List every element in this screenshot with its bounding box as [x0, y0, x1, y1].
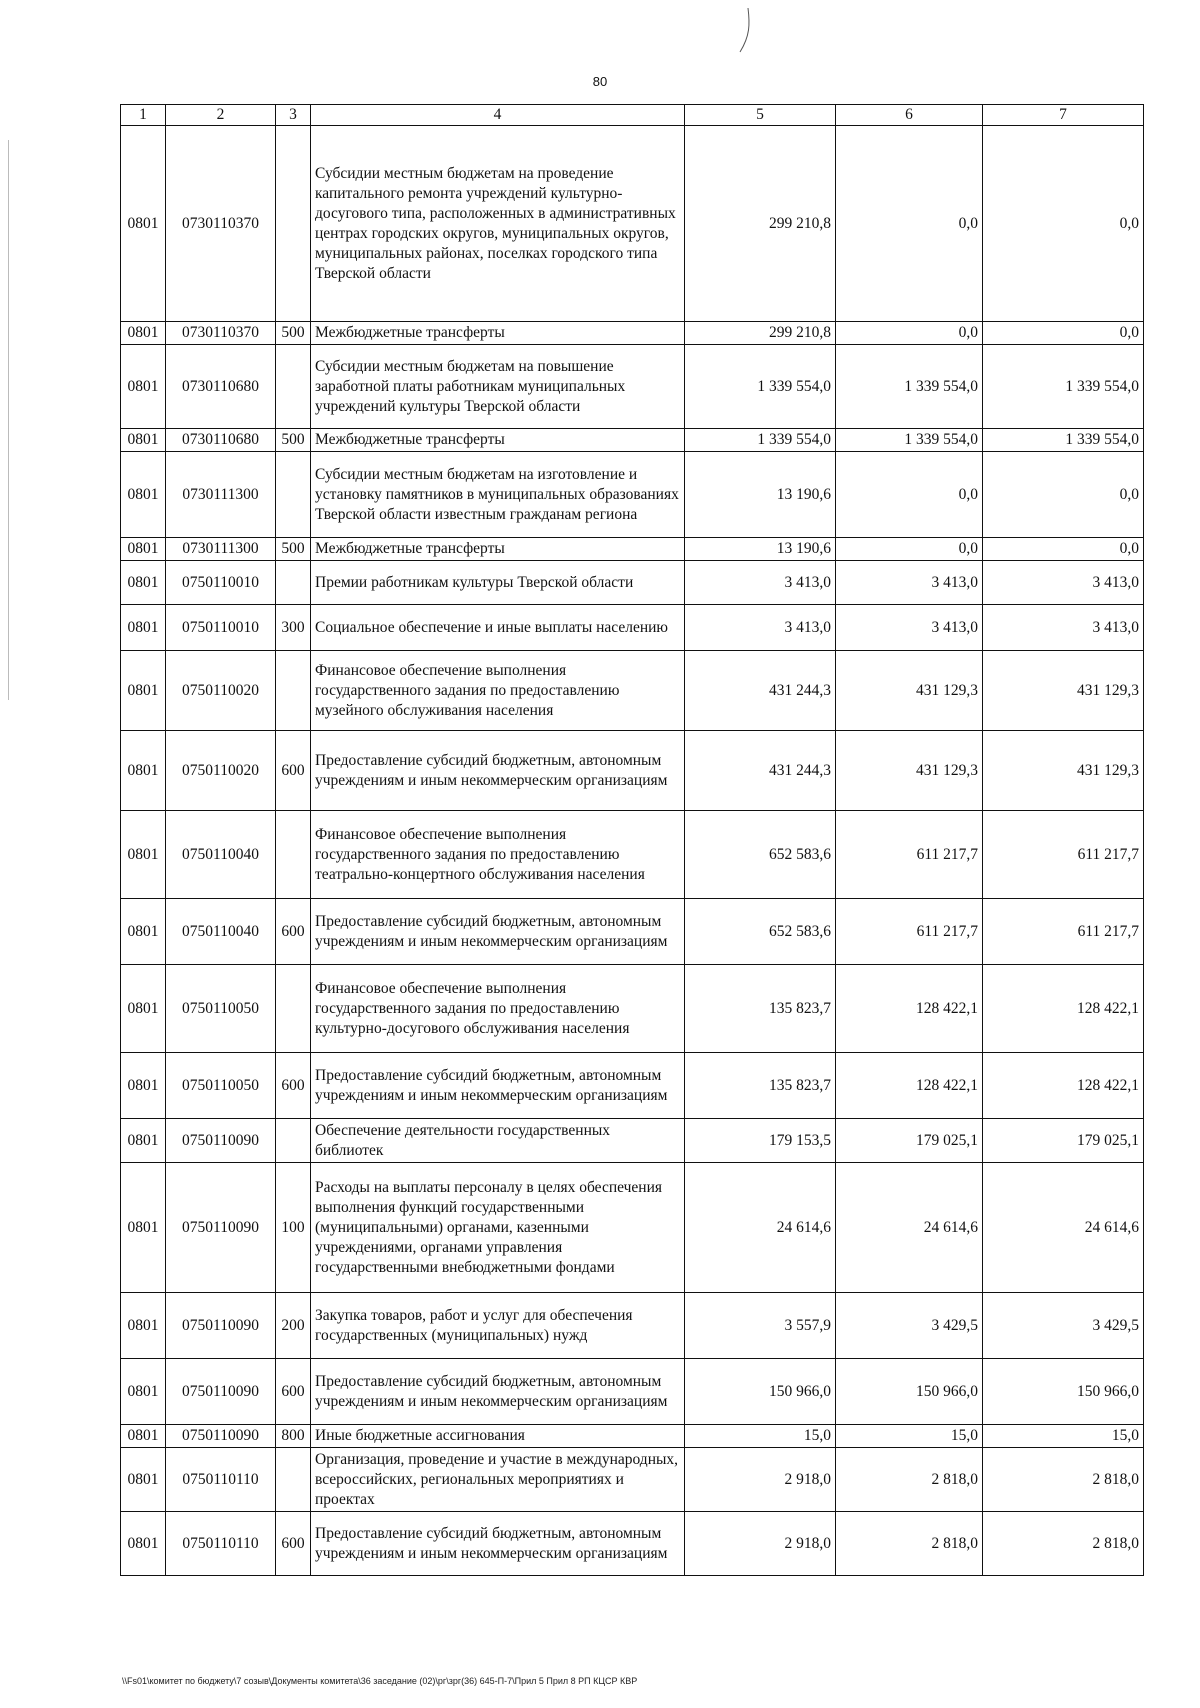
target-article-code-cell: 0750110090	[166, 1359, 276, 1425]
item-name-cell: Предоставление субсидий бюджетным, автономным учреждениям и иным некоммерческим организациям	[311, 731, 685, 811]
amount-year2-cell: 15,0	[836, 1425, 983, 1448]
section-code-cell: 0801	[121, 1293, 166, 1359]
amount-year2-cell: 2 818,0	[836, 1512, 983, 1576]
expense-type-cell: 500	[276, 429, 311, 452]
item-name-cell: Предоставление субсидий бюджетным, автономным учреждениям и иным некоммерческим организациям	[311, 899, 685, 965]
scan-artifact-mark	[736, 6, 756, 56]
section-code-cell: 0801	[121, 1512, 166, 1576]
table-row	[121, 345, 1144, 429]
amount-year3-cell: 1 339 554,0	[983, 345, 1144, 429]
table-row	[121, 1359, 1144, 1425]
target-article-code-cell: 0750110050	[166, 965, 276, 1053]
target-article-code-cell: 0750110010	[166, 561, 276, 605]
table-row	[121, 1448, 1144, 1512]
target-article-code-cell: 0730111300	[166, 452, 276, 538]
amount-year2-cell: 3 413,0	[836, 605, 983, 651]
table-row	[121, 811, 1144, 899]
page-number: 80	[592, 74, 608, 89]
amount-year2-cell: 128 422,1	[836, 1053, 983, 1119]
amount-year1-cell: 24 614,6	[685, 1163, 836, 1293]
amount-year1-cell: 3 413,0	[685, 561, 836, 605]
target-article-code-cell: 0750110110	[166, 1448, 276, 1512]
amount-year2-cell: 128 422,1	[836, 965, 983, 1053]
target-article-code-cell: 0750110090	[166, 1293, 276, 1359]
column-header: 7	[983, 105, 1144, 126]
section-code-cell: 0801	[121, 452, 166, 538]
expense-type-cell	[276, 126, 311, 322]
amount-year3-cell: 1 339 554,0	[983, 429, 1144, 452]
section-code-cell: 0801	[121, 1425, 166, 1448]
item-name-cell: Межбюджетные трансферты	[311, 429, 685, 452]
expense-type-cell	[276, 452, 311, 538]
item-name-cell: Финансовое обеспечение выполнения государственного задания по предоставлению театрально-концертного обслуживания населения	[311, 811, 685, 899]
item-name-cell: Финансовое обеспечение выполнения государственного задания по предоставлению культурно-досугового обслуживания населения	[311, 965, 685, 1053]
table-row	[121, 126, 1144, 322]
table-row	[121, 538, 1144, 561]
amount-year1-cell: 13 190,6	[685, 538, 836, 561]
item-name-cell: Субсидии местным бюджетам на повышение заработной платы работникам муниципальных учреждений культуры Тверской области	[311, 345, 685, 429]
item-name-cell: Расходы на выплаты персоналу в целях обеспечения выполнения функций государственными (муниципальными) органами, казенными учреждениями, органами управления государственными внебюджетными фондами	[311, 1163, 685, 1293]
table-row	[121, 452, 1144, 538]
target-article-code-cell: 0750110040	[166, 899, 276, 965]
scan-margin-line	[8, 140, 9, 700]
amount-year1-cell: 150 966,0	[685, 1359, 836, 1425]
item-name-cell: Иные бюджетные ассигнования	[311, 1425, 685, 1448]
column-header: 2	[166, 105, 276, 126]
table-row	[121, 651, 1144, 731]
section-code-cell: 0801	[121, 811, 166, 899]
table-row	[121, 1053, 1144, 1119]
expense-type-cell	[276, 1448, 311, 1512]
section-code-cell: 0801	[121, 965, 166, 1053]
amount-year3-cell: 150 966,0	[983, 1359, 1144, 1425]
amount-year1-cell: 299 210,8	[685, 322, 836, 345]
amount-year1-cell: 2 918,0	[685, 1512, 836, 1576]
table-body	[121, 126, 1144, 1576]
amount-year1-cell: 15,0	[685, 1425, 836, 1448]
target-article-code-cell: 0750110090	[166, 1163, 276, 1293]
amount-year1-cell: 13 190,6	[685, 452, 836, 538]
amount-year1-cell: 1 339 554,0	[685, 345, 836, 429]
target-article-code-cell: 0750110090	[166, 1425, 276, 1448]
amount-year2-cell: 0,0	[836, 126, 983, 322]
amount-year2-cell: 0,0	[836, 538, 983, 561]
amount-year2-cell: 179 025,1	[836, 1119, 983, 1163]
item-name-cell: Межбюджетные трансферты	[311, 538, 685, 561]
target-article-code-cell: 0750110110	[166, 1512, 276, 1576]
amount-year3-cell: 431 129,3	[983, 731, 1144, 811]
item-name-cell: Предоставление субсидий бюджетным, автономным учреждениям и иным некоммерческим организациям	[311, 1512, 685, 1576]
expense-type-cell: 500	[276, 322, 311, 345]
table-row	[121, 899, 1144, 965]
amount-year1-cell: 2 918,0	[685, 1448, 836, 1512]
expense-type-cell: 600	[276, 899, 311, 965]
target-article-code-cell: 0730111300	[166, 538, 276, 561]
amount-year2-cell: 611 217,7	[836, 811, 983, 899]
section-code-cell: 0801	[121, 345, 166, 429]
table-row	[121, 965, 1144, 1053]
section-code-cell: 0801	[121, 322, 166, 345]
amount-year3-cell: 2 818,0	[983, 1448, 1144, 1512]
expense-type-cell: 800	[276, 1425, 311, 1448]
item-name-cell: Финансовое обеспечение выполнения государственного задания по предоставлению музейного обслуживания населения	[311, 651, 685, 731]
amount-year1-cell: 1 339 554,0	[685, 429, 836, 452]
amount-year1-cell: 652 583,6	[685, 899, 836, 965]
column-header: 3	[276, 105, 311, 126]
section-code-cell: 0801	[121, 1053, 166, 1119]
column-header: 5	[685, 105, 836, 126]
table-row	[121, 1163, 1144, 1293]
expense-type-cell: 600	[276, 1359, 311, 1425]
table-row	[121, 731, 1144, 811]
section-code-cell: 0801	[121, 1119, 166, 1163]
target-article-code-cell: 0730110680	[166, 345, 276, 429]
footer-file-path: \\Fs01\комитет по бюджету\7 созыв\Документы комитета\36 заседание (02)\рг\зрг(36) 645-П-7\Прил 5 Прил 8 РП КЦСР КВР	[122, 1676, 638, 1686]
item-name-cell: Предоставление субсидий бюджетным, автономным учреждениям и иным некоммерческим организациям	[311, 1053, 685, 1119]
section-code-cell: 0801	[121, 538, 166, 561]
table-row	[121, 322, 1144, 345]
expense-type-cell	[276, 561, 311, 605]
amount-year3-cell: 611 217,7	[983, 811, 1144, 899]
target-article-code-cell: 0730110680	[166, 429, 276, 452]
amount-year2-cell: 0,0	[836, 322, 983, 345]
amount-year2-cell: 431 129,3	[836, 651, 983, 731]
amount-year3-cell: 0,0	[983, 322, 1144, 345]
amount-year3-cell: 0,0	[983, 452, 1144, 538]
amount-year3-cell: 0,0	[983, 538, 1144, 561]
expense-type-cell: 100	[276, 1163, 311, 1293]
expense-type-cell: 600	[276, 731, 311, 811]
amount-year1-cell: 179 153,5	[685, 1119, 836, 1163]
item-name-cell: Субсидии местным бюджетам на проведение капитального ремонта учреждений культурно-досугового типа, расположенных в административных центрах городских округов, муниципальных округов, муниципальных районах, поселках городского типа Тверской области	[311, 126, 685, 322]
column-header: 6	[836, 105, 983, 126]
amount-year2-cell: 3 413,0	[836, 561, 983, 605]
amount-year1-cell: 135 823,7	[685, 965, 836, 1053]
table-row	[121, 1425, 1144, 1448]
target-article-code-cell: 0750110090	[166, 1119, 276, 1163]
item-name-cell: Премии работникам культуры Тверской области	[311, 561, 685, 605]
section-code-cell: 0801	[121, 731, 166, 811]
item-name-cell: Предоставление субсидий бюджетным, автономным учреждениям и иным некоммерческим организациям	[311, 1359, 685, 1425]
expense-type-cell: 600	[276, 1053, 311, 1119]
amount-year1-cell: 299 210,8	[685, 126, 836, 322]
target-article-code-cell: 0750110020	[166, 731, 276, 811]
table-row	[121, 561, 1144, 605]
section-code-cell: 0801	[121, 429, 166, 452]
section-code-cell: 0801	[121, 561, 166, 605]
amount-year1-cell: 431 244,3	[685, 651, 836, 731]
expense-type-cell	[276, 1119, 311, 1163]
amount-year3-cell: 179 025,1	[983, 1119, 1144, 1163]
amount-year3-cell: 128 422,1	[983, 965, 1144, 1053]
table-row	[121, 605, 1144, 651]
amount-year3-cell: 3 413,0	[983, 605, 1144, 651]
table-row	[121, 1512, 1144, 1576]
amount-year1-cell: 135 823,7	[685, 1053, 836, 1119]
table-row	[121, 1293, 1144, 1359]
section-code-cell: 0801	[121, 651, 166, 731]
expense-type-cell	[276, 345, 311, 429]
column-number-row	[121, 105, 1144, 126]
amount-year2-cell: 611 217,7	[836, 899, 983, 965]
item-name-cell: Обеспечение деятельности государственных библиотек	[311, 1119, 685, 1163]
section-code-cell: 0801	[121, 605, 166, 651]
expense-type-cell: 200	[276, 1293, 311, 1359]
table-row	[121, 1119, 1144, 1163]
expense-type-cell	[276, 811, 311, 899]
amount-year2-cell: 24 614,6	[836, 1163, 983, 1293]
target-article-code-cell: 0750110040	[166, 811, 276, 899]
amount-year3-cell: 15,0	[983, 1425, 1144, 1448]
expense-type-cell	[276, 651, 311, 731]
column-header: 1	[121, 105, 166, 126]
amount-year3-cell: 128 422,1	[983, 1053, 1144, 1119]
target-article-code-cell: 0750110020	[166, 651, 276, 731]
amount-year2-cell: 2 818,0	[836, 1448, 983, 1512]
amount-year2-cell: 0,0	[836, 452, 983, 538]
amount-year3-cell: 24 614,6	[983, 1163, 1144, 1293]
amount-year3-cell: 2 818,0	[983, 1512, 1144, 1576]
item-name-cell: Субсидии местным бюджетам на изготовление и установку памятников в муниципальных образованиях Тверской области известным гражданам региона	[311, 452, 685, 538]
amount-year2-cell: 1 339 554,0	[836, 429, 983, 452]
table-row	[121, 429, 1144, 452]
amount-year3-cell: 0,0	[983, 126, 1144, 322]
section-code-cell: 0801	[121, 1448, 166, 1512]
budget-table	[120, 104, 1144, 1576]
item-name-cell: Организация, проведение и участие в международных, всероссийских, региональных мероприятиях и проектах	[311, 1448, 685, 1512]
expense-type-cell	[276, 965, 311, 1053]
target-article-code-cell: 0730110370	[166, 126, 276, 322]
amount-year2-cell: 1 339 554,0	[836, 345, 983, 429]
amount-year1-cell: 3 413,0	[685, 605, 836, 651]
item-name-cell: Межбюджетные трансферты	[311, 322, 685, 345]
section-code-cell: 0801	[121, 126, 166, 322]
expense-type-cell: 500	[276, 538, 311, 561]
amount-year1-cell: 3 557,9	[685, 1293, 836, 1359]
amount-year2-cell: 431 129,3	[836, 731, 983, 811]
expense-type-cell: 600	[276, 1512, 311, 1576]
item-name-cell: Закупка товаров, работ и услуг для обеспечения государственных (муниципальных) нужд	[311, 1293, 685, 1359]
section-code-cell: 0801	[121, 1359, 166, 1425]
amount-year3-cell: 3 429,5	[983, 1293, 1144, 1359]
amount-year3-cell: 3 413,0	[983, 561, 1144, 605]
amount-year1-cell: 431 244,3	[685, 731, 836, 811]
amount-year1-cell: 652 583,6	[685, 811, 836, 899]
item-name-cell: Социальное обеспечение и иные выплаты населению	[311, 605, 685, 651]
amount-year2-cell: 3 429,5	[836, 1293, 983, 1359]
section-code-cell: 0801	[121, 1163, 166, 1293]
expense-type-cell: 300	[276, 605, 311, 651]
section-code-cell: 0801	[121, 899, 166, 965]
target-article-code-cell: 0750110050	[166, 1053, 276, 1119]
amount-year2-cell: 150 966,0	[836, 1359, 983, 1425]
amount-year3-cell: 431 129,3	[983, 651, 1144, 731]
column-header: 4	[311, 105, 685, 126]
target-article-code-cell: 0750110010	[166, 605, 276, 651]
target-article-code-cell: 0730110370	[166, 322, 276, 345]
amount-year3-cell: 611 217,7	[983, 899, 1144, 965]
